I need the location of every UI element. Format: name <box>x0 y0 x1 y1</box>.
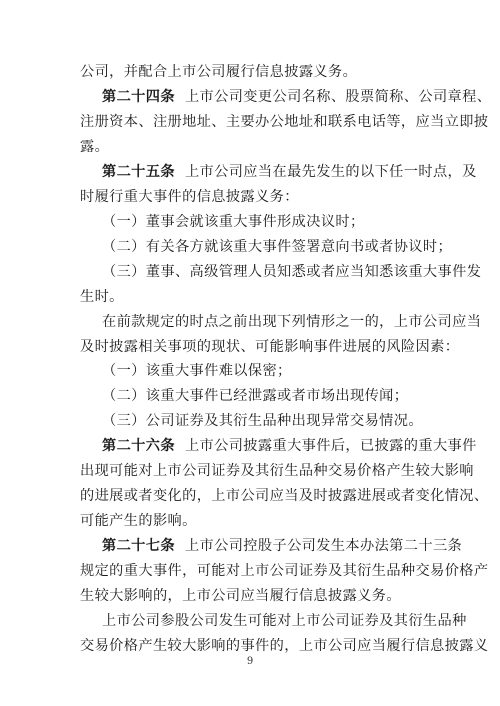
text-line: 时履行重大事件的信息披露义务： <box>80 189 299 205</box>
text-line: 可能产生的影响。 <box>80 513 197 529</box>
page-number: 9 <box>246 656 254 667</box>
article-24-line-1 <box>102 87 492 107</box>
article-26-line-1 <box>102 436 477 456</box>
text-line: 露。 <box>80 139 110 155</box>
text-line: 在前款规定的时点之前出现下列情形之一的，上市公司应当 <box>102 314 482 330</box>
article-25-line-1 <box>102 162 477 182</box>
text-line: 的进展或者变化的，上市公司应当及时披露进展或者变化情况、 <box>80 488 489 504</box>
article-25-heading: 第二十五条 <box>102 164 175 180</box>
text-line: 及时披露相关事项的现状、可能影响事件进展的风险因素： <box>80 339 460 355</box>
article-27-text: 上市公司控股子公司发生本办法第二十三条 <box>184 538 463 554</box>
text-line: 规定的重大事件，可能对上市公司证券及其衍生品种交易价格产 <box>80 563 489 579</box>
text-line: 公司，并配合上市公司履行信息披露义务。 <box>80 64 358 80</box>
text-line: 生较大影响的，上市公司应当履行信息披露义务。 <box>80 588 401 604</box>
article-27-heading: 第二十七条 <box>102 538 175 554</box>
article-24-heading: 第二十四条 <box>102 89 175 105</box>
text-line: 上市公司参股公司发生可能对上市公司证券及其衍生品种 <box>102 613 467 629</box>
text-line: 出现可能对上市公司证券及其衍生品种交易价格产生较大影响 <box>80 463 474 479</box>
article-26-heading: 第二十六条 <box>102 438 175 454</box>
list-item: （三）公司证券及其衍生品种出现异常交易情况。 <box>102 413 423 429</box>
article-24-text: 上市公司变更公司名称、股票简称、公司章程、 <box>184 89 492 105</box>
list-item: （一）董事会就该重大事件形成决议时； <box>102 214 365 230</box>
article-25-text: 上市公司应当在最先发生的以下任一时点，及 <box>184 164 477 180</box>
list-item: （二）该重大事件已经泄露或者市场出现传闻； <box>102 388 409 404</box>
list-item: （三）董事、高级管理人员知悉或者应当知悉该重大事件发 <box>102 264 482 280</box>
text-line: 注册资本、注册地址、主要办公地址和联系电话等，应当立即披 <box>80 114 489 130</box>
article-27-line-1 <box>102 536 463 556</box>
text-line: 交易价格产生较大影响的事件的，上市公司应当履行信息披露义 <box>80 638 489 654</box>
list-item: （二）有关各方就该重大事件签署意向书或者协议时； <box>102 239 453 255</box>
list-item: （一）该重大事件难以保密； <box>102 363 292 379</box>
article-26-text: 上市公司披露重大事件后，已披露的重大事件 <box>184 438 477 454</box>
text-line: 生时。 <box>80 289 124 305</box>
